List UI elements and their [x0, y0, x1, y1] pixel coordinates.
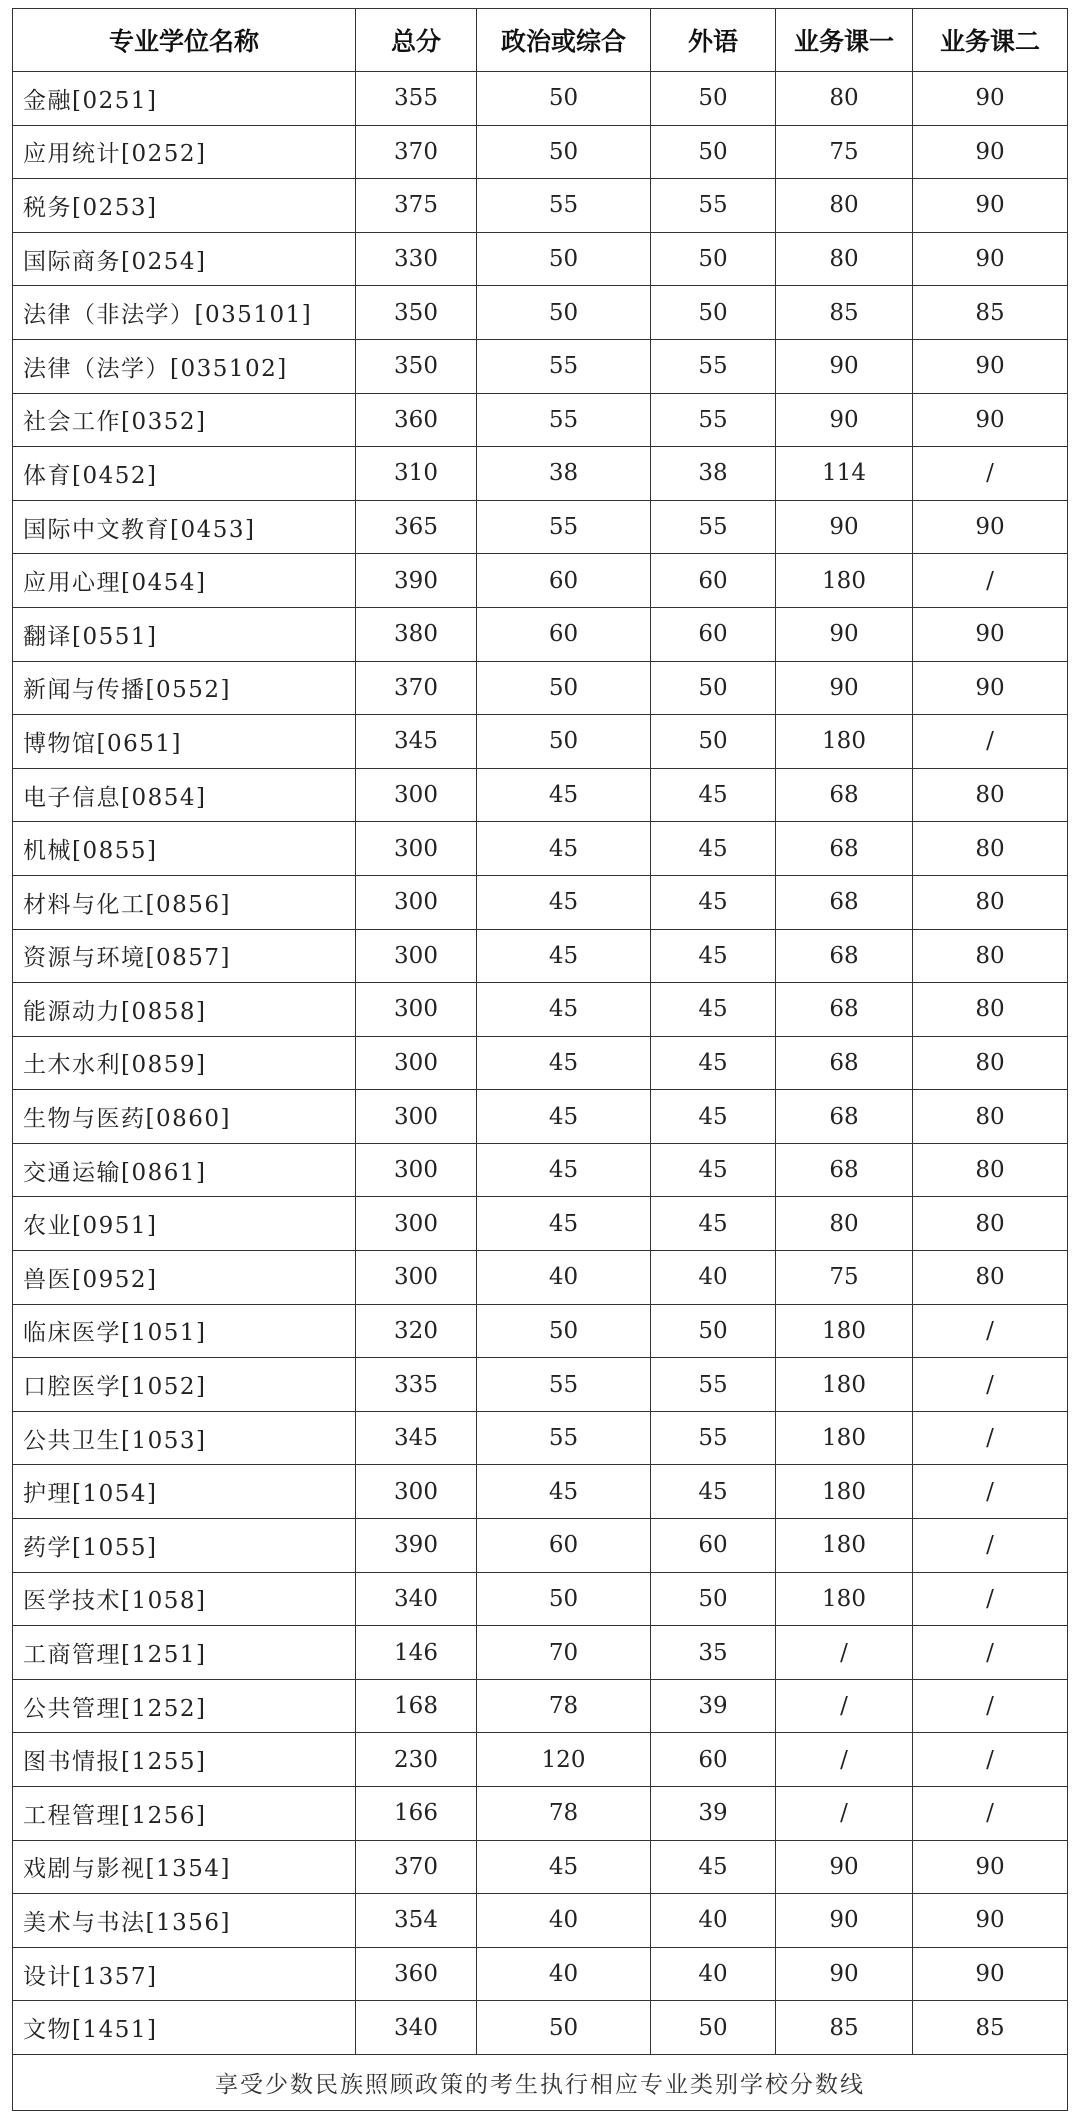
- cell-course-two: 80: [913, 983, 1068, 1037]
- cell-degree-name: 文物[1451]: [13, 2001, 356, 2055]
- cell-foreign-language: 50: [651, 72, 776, 126]
- cell-degree-name: 法律（非法学）[035101]: [13, 286, 356, 340]
- cell-total: 335: [356, 1358, 477, 1412]
- cell-degree-name: 资源与环境[0857]: [13, 929, 356, 983]
- cell-degree-name: 新闻与传播[0552]: [13, 661, 356, 715]
- cell-degree-name: 兽医[0952]: [13, 1251, 356, 1305]
- cell-course-two: 80: [913, 1197, 1068, 1251]
- cell-politics: 45: [477, 1197, 651, 1251]
- cell-course-one: 180: [776, 1304, 913, 1358]
- cell-course-two: /: [913, 1733, 1068, 1787]
- cell-politics: 60: [477, 607, 651, 661]
- cell-total: 300: [356, 875, 477, 929]
- table-row: [13, 661, 1068, 715]
- cell-politics: 50: [477, 2001, 651, 2055]
- cell-degree-name: 税务[0253]: [13, 179, 356, 233]
- cell-degree-name: 美术与书法[1356]: [13, 1894, 356, 1948]
- table-row: [13, 1733, 1068, 1787]
- cell-course-two: 90: [913, 393, 1068, 447]
- cell-total: 300: [356, 1465, 477, 1519]
- cell-foreign-language: 55: [651, 500, 776, 554]
- cell-course-one: /: [776, 1626, 913, 1680]
- cell-course-one: 90: [776, 339, 913, 393]
- table-row: [13, 554, 1068, 608]
- cell-foreign-language: 40: [651, 1894, 776, 1948]
- cell-politics: 50: [477, 72, 651, 126]
- table-row: [13, 500, 1068, 554]
- cell-degree-name: 交通运输[0861]: [13, 1143, 356, 1197]
- cell-foreign-language: 50: [651, 125, 776, 179]
- cell-foreign-language: 45: [651, 1090, 776, 1144]
- cell-politics: 120: [477, 1733, 651, 1787]
- cell-course-two: /: [913, 447, 1068, 501]
- cell-foreign-language: 45: [651, 1197, 776, 1251]
- cell-course-one: 90: [776, 500, 913, 554]
- cell-course-one: 90: [776, 1840, 913, 1894]
- cell-foreign-language: 50: [651, 1304, 776, 1358]
- cell-total: 390: [356, 1519, 477, 1573]
- cell-total: 300: [356, 768, 477, 822]
- cell-course-two: 90: [913, 232, 1068, 286]
- cell-total: 300: [356, 1251, 477, 1305]
- cell-degree-name: 翻译[0551]: [13, 607, 356, 661]
- cell-degree-name: 医学技术[1058]: [13, 1572, 356, 1626]
- cell-degree-name: 法律（法学）[035102]: [13, 339, 356, 393]
- cell-foreign-language: 45: [651, 822, 776, 876]
- cell-course-one: 90: [776, 1894, 913, 1948]
- table-header-row: [13, 9, 1068, 72]
- cell-course-one: /: [776, 1787, 913, 1841]
- cell-politics: 60: [477, 554, 651, 608]
- table-row: [13, 715, 1068, 769]
- cell-politics: 40: [477, 1251, 651, 1305]
- table-row: [13, 447, 1068, 501]
- cell-foreign-language: 55: [651, 339, 776, 393]
- cell-course-one: 75: [776, 125, 913, 179]
- cell-course-one: 90: [776, 661, 913, 715]
- cell-politics: 78: [477, 1679, 651, 1733]
- cell-foreign-language: 55: [651, 179, 776, 233]
- header-degree-name: 专业学位名称: [13, 9, 356, 72]
- cell-foreign-language: 50: [651, 286, 776, 340]
- cell-politics: 45: [477, 875, 651, 929]
- table-row: [13, 1894, 1068, 1948]
- table-row: [13, 1519, 1068, 1573]
- cell-course-one: 68: [776, 822, 913, 876]
- cell-course-two: 90: [913, 72, 1068, 126]
- cell-course-two: /: [913, 554, 1068, 608]
- cell-course-two: 80: [913, 929, 1068, 983]
- table-footer-row: [13, 2054, 1068, 2110]
- cell-course-two: 90: [913, 661, 1068, 715]
- cell-course-one: 90: [776, 607, 913, 661]
- cell-politics: 40: [477, 1894, 651, 1948]
- cell-course-one: 68: [776, 875, 913, 929]
- cell-course-one: 68: [776, 1036, 913, 1090]
- table-row: [13, 286, 1068, 340]
- cell-course-two: 90: [913, 1894, 1068, 1948]
- table-body: [13, 72, 1068, 2055]
- cell-course-one: 68: [776, 768, 913, 822]
- cell-course-two: 80: [913, 768, 1068, 822]
- cell-degree-name: 公共卫生[1053]: [13, 1411, 356, 1465]
- table-row: [13, 1626, 1068, 1680]
- table-row: [13, 1304, 1068, 1358]
- cell-course-one: /: [776, 1679, 913, 1733]
- cell-politics: 40: [477, 1947, 651, 2001]
- cell-total: 300: [356, 929, 477, 983]
- cell-course-two: 90: [913, 339, 1068, 393]
- table-row: [13, 1358, 1068, 1412]
- cell-total: 380: [356, 607, 477, 661]
- cell-course-one: 75: [776, 1251, 913, 1305]
- cell-foreign-language: 45: [651, 1840, 776, 1894]
- cell-foreign-language: 60: [651, 1733, 776, 1787]
- cell-course-two: 85: [913, 286, 1068, 340]
- cell-course-one: 80: [776, 72, 913, 126]
- table-row: [13, 125, 1068, 179]
- cell-degree-name: 临床医学[1051]: [13, 1304, 356, 1358]
- cell-politics: 50: [477, 1572, 651, 1626]
- cell-foreign-language: 45: [651, 1465, 776, 1519]
- cell-degree-name: 社会工作[0352]: [13, 393, 356, 447]
- cell-total: 360: [356, 1947, 477, 2001]
- table-row: [13, 72, 1068, 126]
- table-row: [13, 929, 1068, 983]
- cell-degree-name: 工商管理[1251]: [13, 1626, 356, 1680]
- cell-total: 300: [356, 983, 477, 1037]
- cell-total: 370: [356, 1840, 477, 1894]
- cell-foreign-language: 50: [651, 2001, 776, 2055]
- cell-foreign-language: 50: [651, 715, 776, 769]
- cell-politics: 50: [477, 661, 651, 715]
- cell-course-two: 80: [913, 1251, 1068, 1305]
- cell-politics: 55: [477, 393, 651, 447]
- table-row: [13, 1679, 1068, 1733]
- cell-course-one: 68: [776, 1090, 913, 1144]
- table-row: [13, 1197, 1068, 1251]
- cell-total: 365: [356, 500, 477, 554]
- cell-total: 340: [356, 1572, 477, 1626]
- cell-degree-name: 公共管理[1252]: [13, 1679, 356, 1733]
- cell-course-two: 85: [913, 2001, 1068, 2055]
- cell-total: 370: [356, 661, 477, 715]
- cell-course-two: 80: [913, 1143, 1068, 1197]
- table-row: [13, 1143, 1068, 1197]
- cell-course-two: 90: [913, 607, 1068, 661]
- cell-total: 350: [356, 339, 477, 393]
- cell-course-two: 90: [913, 500, 1068, 554]
- table-row: [13, 1787, 1068, 1841]
- cell-degree-name: 电子信息[0854]: [13, 768, 356, 822]
- cell-total: 168: [356, 1679, 477, 1733]
- cell-foreign-language: 60: [651, 1519, 776, 1573]
- cell-politics: 50: [477, 232, 651, 286]
- cell-course-one: 180: [776, 1465, 913, 1519]
- cell-foreign-language: 39: [651, 1679, 776, 1733]
- table-row: [13, 2001, 1068, 2055]
- cell-degree-name: 应用心理[0454]: [13, 554, 356, 608]
- cell-course-two: /: [913, 1626, 1068, 1680]
- cell-total: 146: [356, 1626, 477, 1680]
- cell-politics: 38: [477, 447, 651, 501]
- cell-course-two: /: [913, 1304, 1068, 1358]
- cell-foreign-language: 45: [651, 983, 776, 1037]
- cell-politics: 50: [477, 715, 651, 769]
- score-table: [12, 8, 1068, 2111]
- cell-total: 230: [356, 1733, 477, 1787]
- cell-course-one: 68: [776, 983, 913, 1037]
- cell-degree-name: 博物馆[0651]: [13, 715, 356, 769]
- cell-degree-name: 戏剧与影视[1354]: [13, 1840, 356, 1894]
- cell-total: 370: [356, 125, 477, 179]
- cell-course-one: 68: [776, 1143, 913, 1197]
- cell-total: 300: [356, 1090, 477, 1144]
- cell-foreign-language: 40: [651, 1251, 776, 1305]
- cell-degree-name: 生物与医药[0860]: [13, 1090, 356, 1144]
- table-row: [13, 232, 1068, 286]
- cell-course-one: 85: [776, 2001, 913, 2055]
- cell-course-two: /: [913, 1465, 1068, 1519]
- cell-degree-name: 药学[1055]: [13, 1519, 356, 1573]
- cell-course-two: /: [913, 1519, 1068, 1573]
- cell-course-one: 180: [776, 554, 913, 608]
- cell-course-two: 80: [913, 875, 1068, 929]
- cell-degree-name: 设计[1357]: [13, 1947, 356, 2001]
- cell-course-one: 180: [776, 1519, 913, 1573]
- cell-total: 354: [356, 1894, 477, 1948]
- cell-course-two: 80: [913, 1036, 1068, 1090]
- cell-course-one: 80: [776, 232, 913, 286]
- table-row: [13, 1947, 1068, 2001]
- cell-course-two: 80: [913, 822, 1068, 876]
- cell-course-one: 85: [776, 286, 913, 340]
- cell-foreign-language: 50: [651, 661, 776, 715]
- cell-politics: 70: [477, 1626, 651, 1680]
- cell-degree-name: 国际商务[0254]: [13, 232, 356, 286]
- cell-politics: 45: [477, 1465, 651, 1519]
- header-course-two: 业务课二: [913, 9, 1068, 72]
- cell-degree-name: 金融[0251]: [13, 72, 356, 126]
- cell-degree-name: 机械[0855]: [13, 822, 356, 876]
- cell-degree-name: 应用统计[0252]: [13, 125, 356, 179]
- cell-total: 300: [356, 1197, 477, 1251]
- table-row: [13, 983, 1068, 1037]
- cell-course-one: 90: [776, 393, 913, 447]
- cell-politics: 50: [477, 1304, 651, 1358]
- cell-foreign-language: 45: [651, 1143, 776, 1197]
- cell-course-one: 180: [776, 715, 913, 769]
- cell-course-one: 80: [776, 1197, 913, 1251]
- cell-degree-name: 农业[0951]: [13, 1197, 356, 1251]
- table-row: [13, 768, 1068, 822]
- cell-foreign-language: 45: [651, 1036, 776, 1090]
- cell-politics: 45: [477, 822, 651, 876]
- cell-total: 340: [356, 2001, 477, 2055]
- cell-course-one: 68: [776, 929, 913, 983]
- score-table-container: [12, 8, 1067, 2111]
- cell-degree-name: 国际中文教育[0453]: [13, 500, 356, 554]
- table-row: [13, 607, 1068, 661]
- cell-foreign-language: 50: [651, 232, 776, 286]
- cell-foreign-language: 55: [651, 393, 776, 447]
- cell-total: 166: [356, 1787, 477, 1841]
- table-row: [13, 822, 1068, 876]
- cell-politics: 45: [477, 983, 651, 1037]
- cell-foreign-language: 35: [651, 1626, 776, 1680]
- cell-degree-name: 口腔医学[1052]: [13, 1358, 356, 1412]
- cell-politics: 45: [477, 1090, 651, 1144]
- cell-course-two: 90: [913, 1947, 1068, 2001]
- cell-course-one: /: [776, 1733, 913, 1787]
- cell-degree-name: 工程管理[1256]: [13, 1787, 356, 1841]
- cell-total: 310: [356, 447, 477, 501]
- cell-politics: 45: [477, 768, 651, 822]
- cell-course-two: /: [913, 1787, 1068, 1841]
- table-row: [13, 1251, 1068, 1305]
- cell-course-two: 90: [913, 1840, 1068, 1894]
- cell-course-one: 114: [776, 447, 913, 501]
- cell-politics: 50: [477, 125, 651, 179]
- cell-total: 345: [356, 1411, 477, 1465]
- cell-politics: 55: [477, 1411, 651, 1465]
- cell-politics: 55: [477, 179, 651, 233]
- cell-total: 330: [356, 232, 477, 286]
- cell-total: 300: [356, 1036, 477, 1090]
- table-row: [13, 1465, 1068, 1519]
- cell-total: 320: [356, 1304, 477, 1358]
- cell-total: 350: [356, 286, 477, 340]
- cell-total: 360: [356, 393, 477, 447]
- cell-total: 355: [356, 72, 477, 126]
- cell-course-one: 90: [776, 1947, 913, 2001]
- cell-course-two: 90: [913, 179, 1068, 233]
- header-politics: 政治或综合: [477, 9, 651, 72]
- cell-politics: 45: [477, 1840, 651, 1894]
- cell-total: 390: [356, 554, 477, 608]
- cell-foreign-language: 45: [651, 929, 776, 983]
- table-row: [13, 1572, 1068, 1626]
- cell-politics: 55: [477, 339, 651, 393]
- cell-degree-name: 体育[0452]: [13, 447, 356, 501]
- cell-course-one: 180: [776, 1411, 913, 1465]
- cell-course-one: 180: [776, 1358, 913, 1412]
- cell-politics: 45: [477, 1036, 651, 1090]
- cell-course-two: /: [913, 715, 1068, 769]
- table-row: [13, 393, 1068, 447]
- cell-course-two: 80: [913, 1090, 1068, 1144]
- cell-foreign-language: 39: [651, 1787, 776, 1841]
- cell-degree-name: 护理[1054]: [13, 1465, 356, 1519]
- footer-note: 享受少数民族照顾政策的考生执行相应专业类别学校分数线: [13, 2054, 1068, 2110]
- table-row: [13, 875, 1068, 929]
- cell-foreign-language: 45: [651, 875, 776, 929]
- table-row: [13, 179, 1068, 233]
- cell-total: 375: [356, 179, 477, 233]
- cell-total: 345: [356, 715, 477, 769]
- header-total: 总分: [356, 9, 477, 72]
- table-row: [13, 1411, 1068, 1465]
- cell-degree-name: 土木水利[0859]: [13, 1036, 356, 1090]
- cell-course-two: /: [913, 1679, 1068, 1733]
- cell-politics: 45: [477, 1143, 651, 1197]
- cell-foreign-language: 40: [651, 1947, 776, 2001]
- cell-course-one: 80: [776, 179, 913, 233]
- cell-course-one: 180: [776, 1572, 913, 1626]
- cell-foreign-language: 50: [651, 1572, 776, 1626]
- cell-foreign-language: 60: [651, 607, 776, 661]
- cell-politics: 55: [477, 1358, 651, 1412]
- cell-foreign-language: 60: [651, 554, 776, 608]
- header-course-one: 业务课一: [776, 9, 913, 72]
- header-foreign-language: 外语: [651, 9, 776, 72]
- table-row: [13, 1840, 1068, 1894]
- cell-politics: 55: [477, 500, 651, 554]
- cell-foreign-language: 45: [651, 768, 776, 822]
- cell-foreign-language: 55: [651, 1358, 776, 1412]
- cell-course-two: /: [913, 1572, 1068, 1626]
- cell-politics: 50: [477, 286, 651, 340]
- cell-degree-name: 图书情报[1255]: [13, 1733, 356, 1787]
- cell-course-two: 90: [913, 125, 1068, 179]
- cell-politics: 60: [477, 1519, 651, 1573]
- cell-politics: 78: [477, 1787, 651, 1841]
- cell-total: 300: [356, 1143, 477, 1197]
- table-row: [13, 1090, 1068, 1144]
- table-row: [13, 339, 1068, 393]
- cell-total: 300: [356, 822, 477, 876]
- table-row: [13, 1036, 1068, 1090]
- cell-foreign-language: 38: [651, 447, 776, 501]
- cell-politics: 45: [477, 929, 651, 983]
- cell-foreign-language: 55: [651, 1411, 776, 1465]
- cell-degree-name: 能源动力[0858]: [13, 983, 356, 1037]
- cell-degree-name: 材料与化工[0856]: [13, 875, 356, 929]
- cell-course-two: /: [913, 1358, 1068, 1412]
- cell-course-two: /: [913, 1411, 1068, 1465]
